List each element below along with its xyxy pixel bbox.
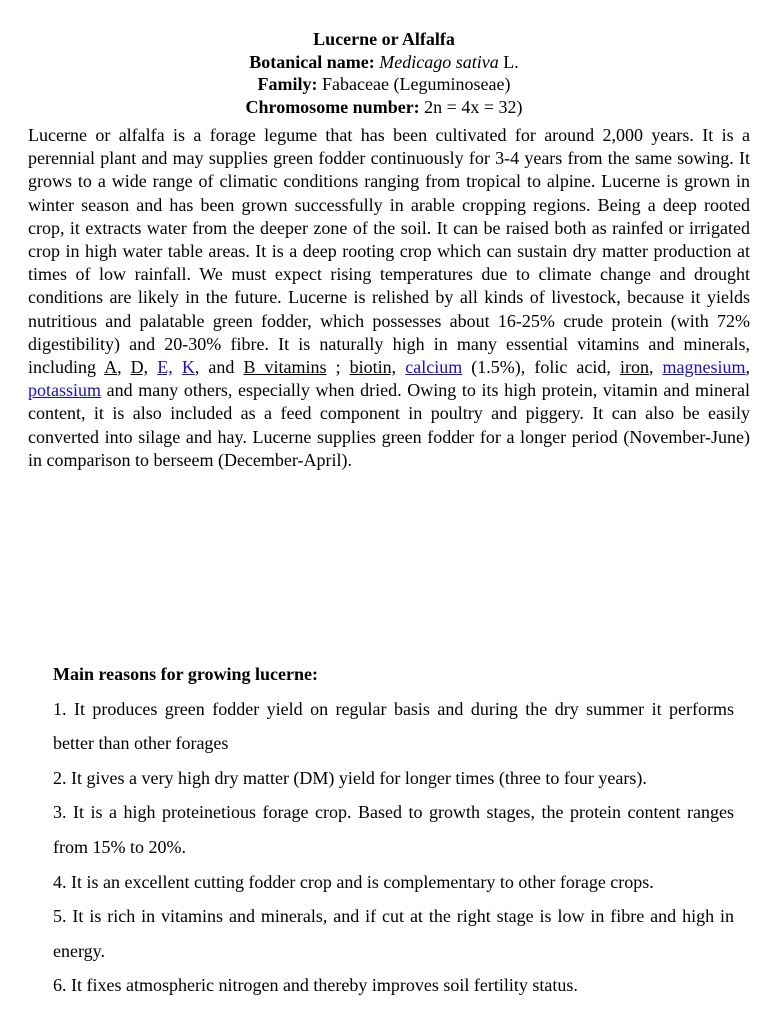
paragraph-text-calcium: (1.5%), folic acid, (462, 357, 620, 378)
separator (173, 357, 182, 377)
chromosome-label: Chromosome number: (245, 96, 420, 117)
potassium-link[interactable]: potassium (28, 380, 102, 401)
vitamin-a-link[interactable]: A (104, 357, 118, 378)
separator: , (117, 357, 131, 378)
description-paragraph (28, 124, 750, 472)
reason-item-2: 2. It gives a very high dry matter (DM) yield for longer times (three to four years). (53, 767, 647, 788)
vitamin-e-link[interactable]: E, (157, 357, 173, 378)
reason-item-6: 6. It fixes atmospheric nitrogen and thereby improves soil fertility status. (53, 975, 578, 996)
reason-item-5: 5. It is rich in vitamins and minerals, and if cut at the right stage is low in fibre and high in energy. (53, 906, 734, 961)
paragraph-text-end: and many others, especially when dried. Owing to its high protein, vitamin and mineral content, it is also included as a feed component in poultry and piggery. It can also be easily converted into silage and hay. Lucerne supplies green fodder for a longer period (November-June) in comparison to berseem (December-April). (28, 380, 750, 470)
separator (148, 357, 157, 377)
reasons-section (53, 657, 734, 1003)
biotin-link[interactable]: biotin, (349, 357, 397, 378)
paragraph-text-start: Lucerne or alfalfa is a forage legume that has been cultivated for around 2,000 years. It is a perennial plant and may supplies green fodder continuously for 3-4 years from the same sowing. It grows to a wide range of climatic conditions ranging from tropical to alpine. Lucerne is grown in winter season and has been grown successfully in arable cropping regions. Being a deep rooted crop, it extracts water from the deeper zone of the soil. It can be raised both as rainfed or irrigated crop in high water table areas. It is a deep rooting crop which can sustain dry matter production at times of low rainfall. We must expect rising temperatures due to climate change and drought conditions are likely in the future. Lucerne is relished by all kinds of livestock, because it yields nutritious and palatable green fodder, which possesses about 16-25% crude protein (with 72% digestibility) and 20-30% fibre. It is naturally high in many essential vitamins and minerals, including (28, 125, 750, 378)
botanical-name-value: Medicago sativa (379, 51, 499, 72)
botanical-name-author: L. (503, 51, 519, 72)
reason-item-1: 1. It produces green fodder yield on regular basis and during the dry summer it performs better than other forages (53, 698, 734, 754)
reasons-title: Main reasons for growing lucerne: (53, 664, 318, 684)
chromosome-value: 2n = 4x = 32) (424, 96, 523, 117)
magnesium-link[interactable]: magnesium (662, 357, 746, 378)
vitamin-d-link[interactable]: D, (130, 357, 149, 378)
calcium-link[interactable]: calcium (405, 357, 463, 378)
reason-item-3: 3. It is a high proteinetious forage crop. Based to growth stages, the protein content ranges from 15% to 20%. (53, 802, 734, 857)
botanical-name-label: Botanical name: (249, 51, 375, 72)
separator: , (745, 357, 751, 378)
document-header (0, 28, 768, 118)
separator: , (648, 357, 663, 378)
family-line (0, 73, 768, 96)
b-vitamins-link[interactable]: B vitamins (243, 357, 327, 378)
iron-link[interactable]: iron (619, 357, 649, 378)
family-value: Fabaceae (Leguminoseae) (322, 74, 511, 94)
separator (396, 357, 405, 377)
botanical-name-line (0, 51, 768, 74)
reason-item-4: 4. It is an excellent cutting fodder crop and is complementary to other forage crops. (53, 871, 654, 892)
separator: ; (326, 357, 350, 378)
family-label: Family: (257, 74, 318, 94)
vitamin-k-link[interactable]: K (181, 357, 195, 378)
chromosome-line (0, 96, 768, 119)
page-title: Lucerne or Alfalfa (313, 29, 455, 49)
paragraph-text-and: , and (194, 357, 244, 378)
